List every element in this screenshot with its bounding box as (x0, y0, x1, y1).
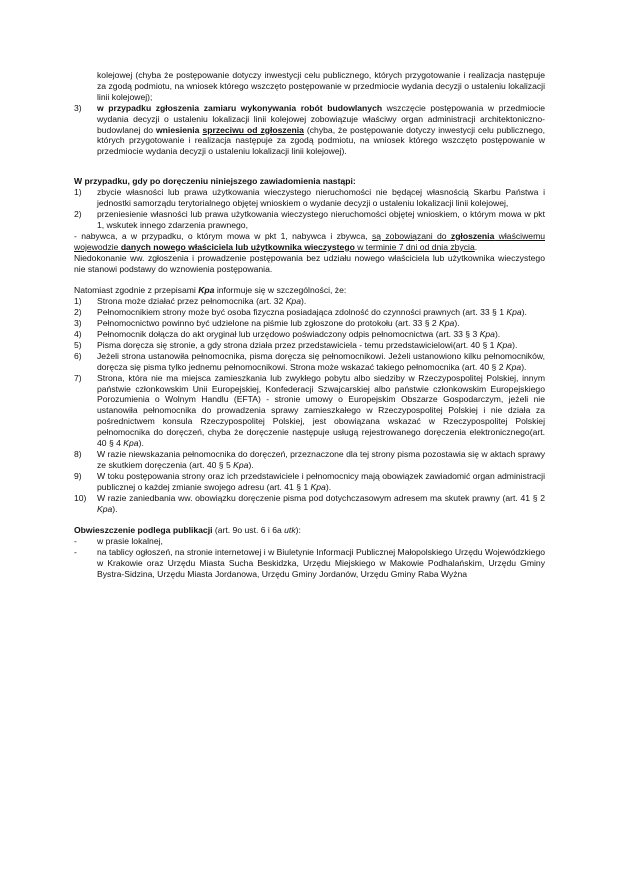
notice-obligation (74, 231, 545, 253)
text-part: W razie niewskazania pełnomocnika do doręczeń, przeznaczone dla tej strony pisma pozostawia się w aktach sprawy ze skutkiem doręczenia (art. 40 § 5 (97, 449, 545, 470)
text-part: (art. 9o ust. 6 i 6a (212, 525, 285, 536)
kpa-abbrev: Kpa (479, 329, 495, 340)
kpa-abbrev: Kpa (123, 438, 139, 449)
heading-text: W przypadku, gdy po doręczeniu niniejszego zawiadomienia nastąpi: (74, 176, 356, 187)
kpa-abbrev: Kpa (233, 459, 249, 470)
text-part: wszczęcie postępowania w przedmiocie wydania decyzji o ustaleniu lokalizacji linii kolejowej zobowiązuje właściwy organ administracji architektoniczno-budowlanej do (97, 102, 546, 135)
notice-heading (74, 176, 545, 187)
text-part: W razie zaniedbania ww. obowiązku doręczenie pisma pod dotychczasowym adresem ma skutek prawny (art. 41 § 2 (97, 492, 545, 503)
kpa-abbrev: Kpa (505, 361, 522, 372)
item-number: 2) (74, 208, 82, 219)
text-part: - nabywca, a w przypadku, o którym mowa w pkt 1, nabywca i zbywca, (74, 230, 372, 241)
item-number: 1) (74, 296, 82, 307)
item-3 (74, 103, 545, 158)
kpa-item (74, 307, 545, 318)
kpa-item (74, 329, 545, 340)
text-part: ). (248, 459, 254, 470)
text-part: Strona, która nie ma miejsca zamieszkania lub zwykłego pobytu albo siedziby w Rzeczypospolitej Polskiej, innym państwie członkowskim Unii Europejskiej, Konfederacji Szwajcarskiej albo państwie członkowskim Europejskiego Porozumienia o Wolnym Handlu (EFTA) - stronie umowy o Europejskim Obszarze Gospodarczym, jeżeli nie ustanowiła pełnomocnika do prowadzenia sprawy zamieszkałego w Rzeczypospolitej Polskiej i nie działa za pośrednictwem konsula Rzeczypospolitej Polskiej, jest obowiązana wskazać w Rzeczypospolitej Polskiej pełnomocnika do doręczeń, chyba że doręczenie następuje usługą rejestrowanego doręczenia elektronicznego(art. 40 § 4 (97, 372, 545, 449)
item-text (97, 340, 545, 351)
item-number: 3) (74, 102, 82, 113)
text-part: ). (494, 329, 501, 340)
text-part: ). (138, 438, 144, 449)
publication-item-1 (74, 536, 545, 547)
item-number: 4) (74, 329, 82, 340)
text-part: ). (325, 481, 332, 492)
item-number: 10) (74, 492, 87, 503)
kpa-list (74, 296, 545, 514)
item-number: 7) (74, 372, 82, 383)
item-number: 8) (74, 449, 82, 459)
publication-item-2 (74, 547, 545, 580)
item-number: 9) (74, 470, 82, 481)
bold-text: wniesienia (156, 124, 203, 135)
item-text (97, 471, 545, 493)
item-text (97, 103, 545, 158)
text-part: Strona może działać przez pełnomocnika (art. 32 (97, 296, 286, 307)
text-part: W toku postępowania strony oraz ich przedstawiciele i pełnomocnicy mają obowiązek zawiadomić organ administracji publicznej o każdej zmianie swojego adresu (art. 41 § 1 (97, 470, 545, 492)
item-number: 6) (74, 350, 82, 361)
publication-heading (74, 525, 545, 536)
kpa-abbrev: Kpa (310, 481, 326, 492)
item-number: 5) (74, 339, 82, 350)
bold-text: w przypadku zgłoszenia zamiaru wykonywania robót budowlanych (97, 102, 383, 113)
item-2-continuation: kolejowej (chyba że postępowanie dotyczy inwestycji celu publicznego, których przygotowanie i realizacja następuje za zgodą podmiotu, na wniosek którego wszczęto postępowanie w przedmiocie wydania decyzji o ustaleniu lokalizacji linii kolejowej); (97, 70, 545, 102)
bold-underlined-text: danych nowego właściciela lub użytkownika wieczystego (120, 241, 355, 252)
underlined-text: właściwemu wojewodzie (74, 230, 546, 252)
kpa-abbrev: Kpa (496, 339, 513, 350)
item-text (97, 296, 545, 307)
item-bullet: - (74, 536, 77, 547)
kpa-abbrev: Kpa (97, 503, 113, 514)
item-text (97, 373, 545, 449)
bold-underlined-text: zgłoszenia (450, 230, 495, 241)
item-text (97, 318, 545, 329)
kpa-item (74, 493, 545, 515)
item-text: na tablicy ogłoszeń, na stronie internetowej i w Biuletynie Informacji Publicznej Małopolskiego Urzędu Wojewódzkiego w Krakowie oraz Urzędu Miasta Sucha Beskidzka, Urzędu Miejskiego w Makowie Podhalańskim, Urzędu Gminy Bystra-Sidzina, Urzędu Miasta Jordanowa, Urzędu Gminy Jordanów, Urzędu Gminy Raba Wyżna (97, 547, 545, 580)
kpa-item (74, 471, 545, 493)
kpa-abbrev: Kpa (198, 285, 215, 296)
kpa-item (74, 373, 545, 449)
kpa-item (74, 318, 545, 329)
kpa-abbrev: Kpa (285, 296, 301, 307)
kpa-item (74, 351, 545, 373)
item-bullet: - (74, 547, 77, 558)
notice-consequence: Niedokonanie ww. zgłoszenia i prowadzenie postępowania bez udziału nowego właściciela lub użytkownika wieczystego nie stanowi podstawy do wznowienia postępowania. (74, 252, 545, 274)
item-text: zbycie własności lub prawa użytkowania wieczystego nieruchomości nie będącej własnością Skarbu Państwa i jednostki samorządu terytorialnego objętej wnioskiem o wydanie decyzji o ustaleniu lokalizacji linii kolejowej, (97, 187, 545, 209)
underlined-text: w terminie 7 dni od dnia zbycia (354, 241, 475, 252)
underlined-text: są zobowiązani do (371, 230, 451, 241)
text-part: ). (521, 361, 527, 372)
text-part: informuje się w szczególności, że: (214, 285, 347, 296)
text-part: Pisma doręcza się stronie, a gdy strona działa przez przedstawiciela - temu przedstawicielowi(art. 40 § 1 (97, 339, 497, 350)
text-part: Pełnomocnikiem strony może być osoba fizyczna posiadająca zdolność do czynności prawnych (art. 33 § 1 (97, 307, 507, 318)
bold-underlined-text: sprzeciwu od zgłoszenia (202, 124, 304, 135)
item-text (97, 351, 545, 373)
text-part: ). (454, 318, 460, 329)
text-part: Jeżeli strona ustanowiła pełnomocnika, pisma doręcza się pełnomocnikowi. Jeżeli ustanowiono kilku pełnomocników, doręcza się pisma tylko jednemu pełnomocnikowi. Strona może wskazać takiego pełnomocnika (art. 40 § 2 (97, 350, 545, 372)
item-number: 3) (74, 318, 82, 329)
text-part: Pełnomocnik dołącza do akt oryginał lub urzędowo poświadczony odpis pełnomocnictwa (art. 33 § 3 (97, 329, 480, 340)
text-part: ). (512, 339, 518, 350)
text-part: ). (300, 296, 307, 307)
kpa-abbrev: Kpa (506, 307, 522, 318)
utk-abbrev: utk (284, 525, 296, 536)
kpa-item (74, 449, 545, 471)
item-number: 2) (74, 307, 82, 318)
document-page (74, 70, 545, 580)
bold-text: Obwieszczenie podlega publikacji (74, 525, 213, 536)
text-part: Natomiast zgodnie z przepisami (74, 285, 199, 296)
text-part: Pełnomocnictwo powinno być udzielone na piśmie lub zgłoszone do protokołu (art. 33 § 2 (97, 318, 440, 329)
notice-item-1 (74, 187, 545, 209)
text-part: ). (521, 307, 527, 318)
kpa-abbrev: Kpa (439, 318, 455, 329)
kpa-item (74, 340, 545, 351)
item-text: przeniesienie własności lub prawa użytkowania wieczystego nieruchomości objętej wnioskiem, o którym mowa w pkt 1, wskutek innego zdarzenia prawnego, (97, 208, 545, 230)
text-part: . (474, 241, 478, 252)
item-text: w prasie lokalnej, (97, 536, 163, 547)
item-text (97, 307, 545, 318)
item-text (97, 329, 545, 340)
text-part: ): (295, 525, 301, 536)
kpa-intro (74, 285, 545, 296)
kpa-item (74, 296, 545, 307)
text-part: (chyba, że postępowanie dotyczy inwestycji celu publicznego, których przygotowanie i realizacja następuje za zgodą podmiotu, na wniosek którego wszczęto postępowanie w przedmiocie wydania decyzji o ustaleniu lokalizacji linii kolejowej). (97, 124, 545, 157)
item-text (97, 493, 545, 515)
notice-item-2 (74, 209, 545, 231)
text-part: ). (112, 503, 118, 514)
item-text (97, 449, 545, 471)
item-number: 1) (74, 187, 82, 198)
